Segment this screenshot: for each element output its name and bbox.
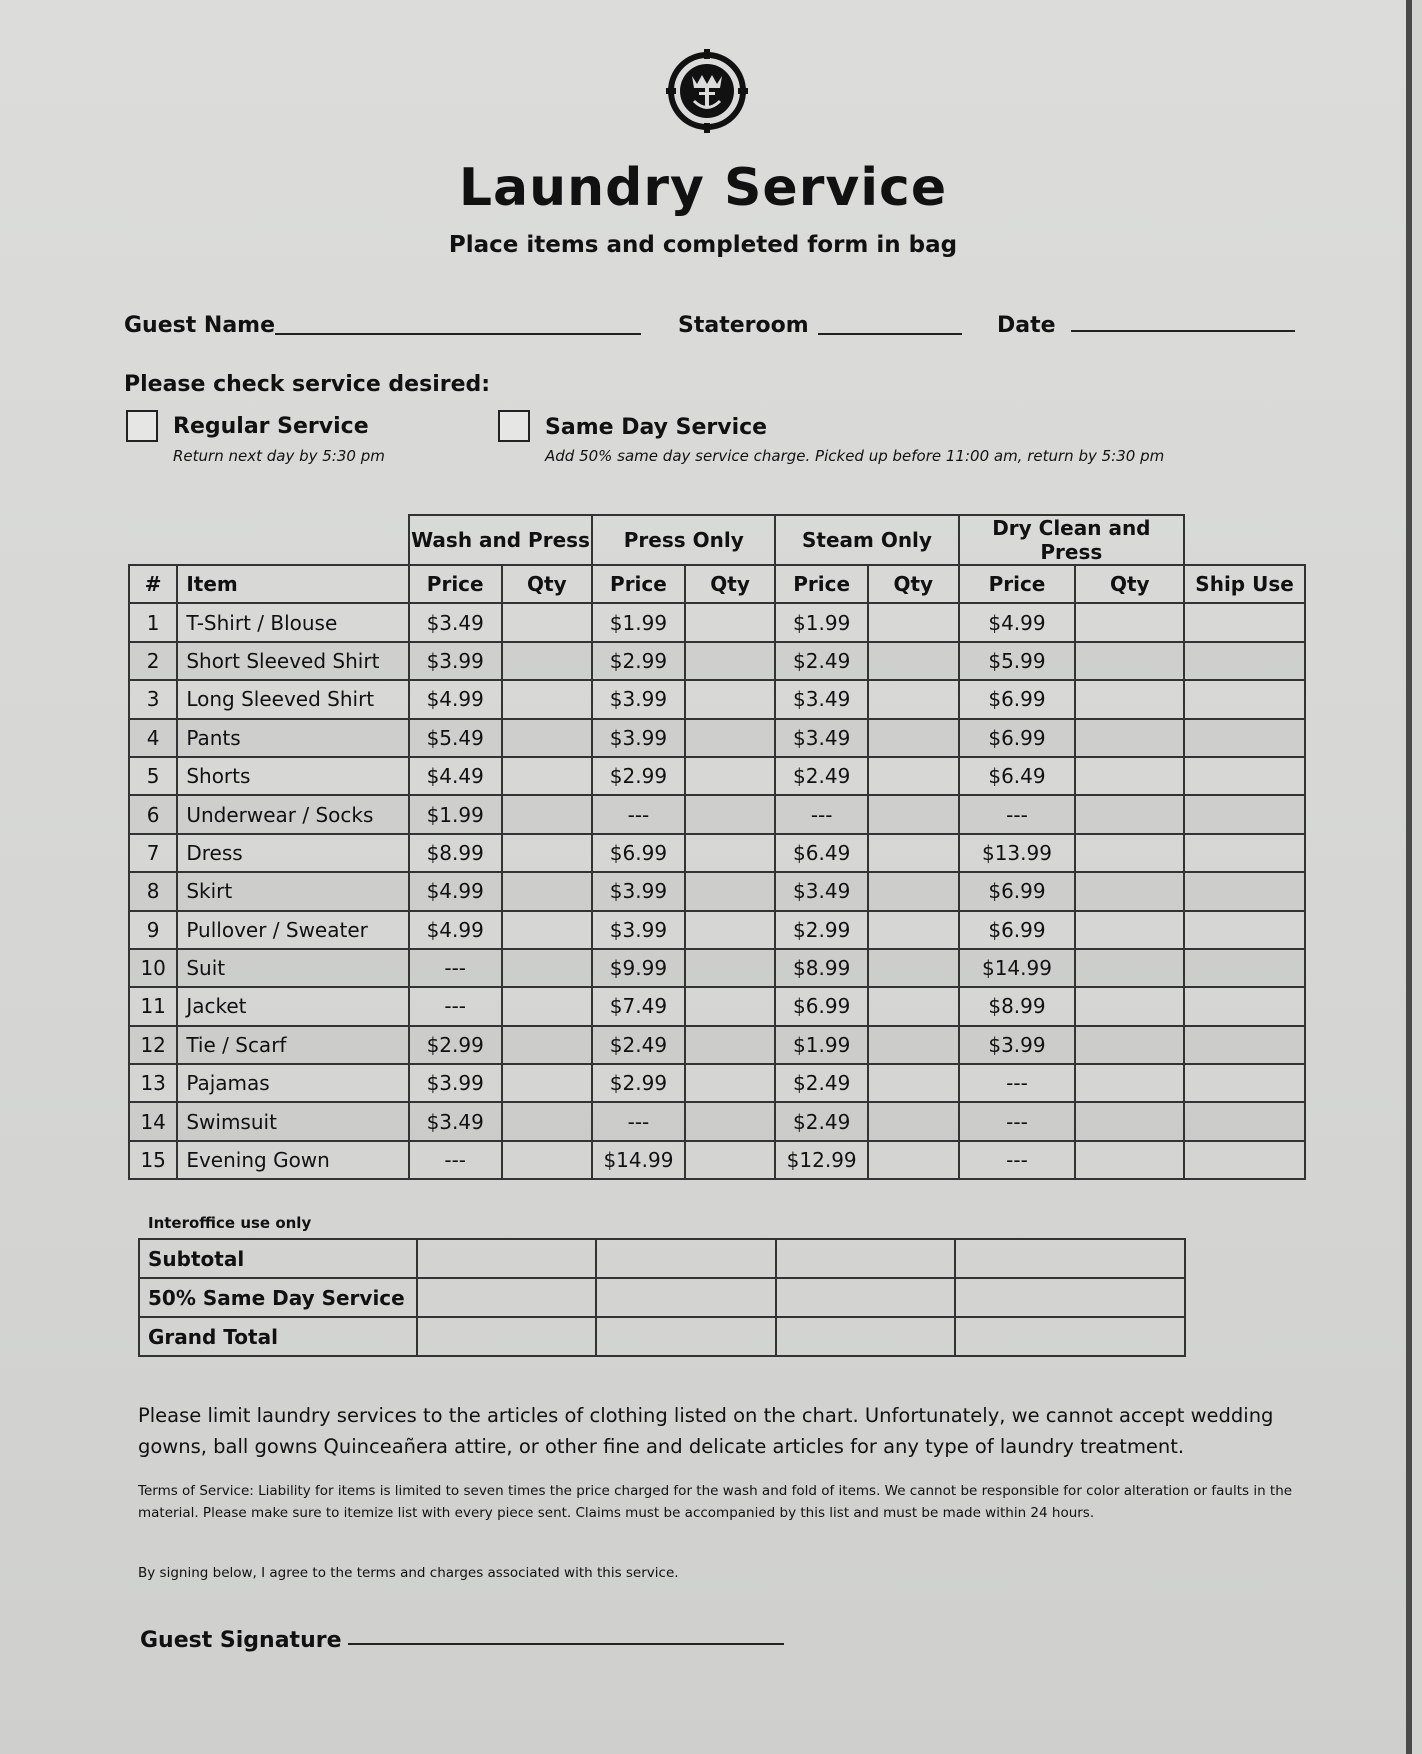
wash-press-qty[interactable] (502, 642, 593, 680)
steam-only-qty[interactable] (868, 1102, 959, 1140)
row-item: Long Sleeved Shirt (177, 680, 409, 718)
steam-only-qty[interactable] (868, 1064, 959, 1102)
ship-use-cell[interactable] (1184, 987, 1305, 1025)
same-day-service-checkbox[interactable] (498, 410, 530, 442)
grand-total-cell[interactable] (776, 1317, 956, 1356)
steam-only-price: $3.49 (775, 680, 868, 718)
regular-service-label: Regular Service (173, 414, 369, 439)
date-field[interactable] (1071, 330, 1295, 332)
dry-clean-qty[interactable] (1075, 1064, 1184, 1102)
dry-clean-qty[interactable] (1075, 872, 1184, 910)
row-number: 4 (129, 719, 177, 757)
press-only-price: $7.49 (592, 987, 685, 1025)
table-row (129, 757, 1305, 795)
row-item: Underwear / Socks (177, 795, 409, 833)
dry-clean-qty[interactable] (1075, 757, 1184, 795)
same-day-charge-cell[interactable] (955, 1278, 1185, 1317)
dry-clean-price: $8.99 (959, 987, 1076, 1025)
steam-only-price: $3.49 (775, 719, 868, 757)
stateroom-label: Stateroom (678, 313, 809, 338)
press-only-price: --- (592, 1102, 685, 1140)
press-only-qty[interactable] (685, 642, 776, 680)
table-row (129, 1102, 1305, 1140)
steam-only-price: $6.99 (775, 987, 868, 1025)
press-only-price: $3.99 (592, 872, 685, 910)
dry-clean-price: --- (959, 795, 1076, 833)
steam-only-qty[interactable] (868, 1026, 959, 1064)
col-steam-qty: Qty (868, 565, 959, 603)
same-day-charge-row (139, 1278, 1185, 1317)
dry-clean-price: $4.99 (959, 603, 1076, 641)
steam-only-qty[interactable] (868, 642, 959, 680)
wash-press-qty[interactable] (502, 680, 593, 718)
table-row (129, 911, 1305, 949)
row-item: T-Shirt / Blouse (177, 603, 409, 641)
steam-only-price: $2.49 (775, 757, 868, 795)
row-item: Evening Gown (177, 1141, 409, 1179)
regular-service-checkbox[interactable] (126, 410, 158, 442)
ship-use-cell[interactable] (1184, 949, 1305, 987)
dry-clean-qty[interactable] (1075, 795, 1184, 833)
agreement-text: By signing below, I agree to the terms and charges associated with this service. (138, 1565, 679, 1581)
press-only-price: $3.99 (592, 911, 685, 949)
ship-use-cell[interactable] (1184, 680, 1305, 718)
dry-clean-price: $6.49 (959, 757, 1076, 795)
wash-press-price: $3.49 (409, 1102, 502, 1140)
wash-press-price: $1.99 (409, 795, 502, 833)
wash-press-qty[interactable] (502, 872, 593, 910)
ship-use-cell[interactable] (1184, 1064, 1305, 1102)
steam-only-qty[interactable] (868, 987, 959, 1025)
ship-use-cell[interactable] (1184, 834, 1305, 872)
dry-clean-qty[interactable] (1075, 1141, 1184, 1179)
table-row (129, 987, 1305, 1025)
row-item: Pants (177, 719, 409, 757)
dry-clean-qty[interactable] (1075, 1102, 1184, 1140)
col-ship-use: Ship Use (1184, 565, 1305, 603)
ship-use-cell[interactable] (1184, 757, 1305, 795)
wash-press-price: $3.99 (409, 642, 502, 680)
steam-only-price: $2.99 (775, 911, 868, 949)
dry-clean-price: $13.99 (959, 834, 1076, 872)
col-wash-qty: Qty (502, 565, 593, 603)
wash-press-price: $5.49 (409, 719, 502, 757)
row-number: 13 (129, 1064, 177, 1102)
notice-paragraph: Please limit laundry services to the articles of clothing listed on the chart. Unfortunately, we cannot accept wedding gowns, ball gowns Quinceañera attire, or other fine and delicate articles for any type of laundry treatment. (138, 1404, 1274, 1458)
same-day-service-label: Same Day Service (545, 415, 768, 440)
stateroom-field[interactable] (818, 333, 962, 335)
dry-clean-price: $6.99 (959, 872, 1076, 910)
grand-total-label: Grand Total (139, 1317, 417, 1356)
group-wash-press: Wash and Press (409, 515, 592, 565)
press-only-qty[interactable] (685, 911, 776, 949)
steam-only-qty[interactable] (868, 872, 959, 910)
service-prompt: Please check service desired: (124, 372, 491, 397)
page-title: Laundry Service (458, 158, 948, 218)
press-only-qty[interactable] (685, 872, 776, 910)
group-press-only: Press Only (592, 515, 775, 565)
row-number: 10 (129, 949, 177, 987)
press-only-price: $3.99 (592, 680, 685, 718)
steam-only-price: $3.49 (775, 872, 868, 910)
dry-clean-qty[interactable] (1075, 1026, 1184, 1064)
press-only-qty[interactable] (685, 603, 776, 641)
press-only-price: $2.49 (592, 1026, 685, 1064)
steam-only-price: $2.49 (775, 642, 868, 680)
same-day-charge-cell[interactable] (417, 1278, 597, 1317)
row-number: 5 (129, 757, 177, 795)
ship-use-cell[interactable] (1184, 719, 1305, 757)
row-item: Dress (177, 834, 409, 872)
col-dry-qty: Qty (1075, 565, 1184, 603)
press-only-qty[interactable] (685, 719, 776, 757)
row-item: Pajamas (177, 1064, 409, 1102)
row-item: Tie / Scarf (177, 1026, 409, 1064)
press-only-qty[interactable] (685, 1102, 776, 1140)
row-item: Skirt (177, 872, 409, 910)
wash-press-price: $8.99 (409, 834, 502, 872)
col-item: Item (177, 565, 409, 603)
press-only-qty[interactable] (685, 1064, 776, 1102)
dry-clean-price: $3.99 (959, 1026, 1076, 1064)
wash-press-qty[interactable] (502, 603, 593, 641)
table-row (129, 719, 1305, 757)
steam-only-qty[interactable] (868, 949, 959, 987)
col-num: # (129, 565, 177, 603)
press-only-qty[interactable] (685, 834, 776, 872)
press-only-qty[interactable] (685, 1026, 776, 1064)
dry-clean-qty[interactable] (1075, 834, 1184, 872)
row-number: 14 (129, 1102, 177, 1140)
steam-only-qty[interactable] (868, 757, 959, 795)
col-steam-price: Price (775, 565, 868, 603)
wash-press-qty[interactable] (502, 1102, 593, 1140)
ship-use-cell[interactable] (1184, 1141, 1305, 1179)
row-number: 7 (129, 834, 177, 872)
wash-press-price: $4.49 (409, 757, 502, 795)
steam-only-qty[interactable] (868, 1141, 959, 1179)
wash-press-price: --- (409, 949, 502, 987)
row-number: 1 (129, 603, 177, 641)
row-item: Suit (177, 949, 409, 987)
dry-clean-price: --- (959, 1102, 1076, 1140)
steam-only-price: $1.99 (775, 603, 868, 641)
row-item: Shorts (177, 757, 409, 795)
dry-clean-qty[interactable] (1075, 603, 1184, 641)
table-row (129, 642, 1305, 680)
ship-use-cell[interactable] (1184, 1026, 1305, 1064)
wash-press-qty[interactable] (502, 757, 593, 795)
steam-only-price: --- (775, 795, 868, 833)
ship-use-cell[interactable] (1184, 911, 1305, 949)
ship-use-cell[interactable] (1184, 603, 1305, 641)
grand-total-row (139, 1317, 1185, 1356)
wash-press-qty[interactable] (502, 795, 593, 833)
signature-field[interactable] (348, 1643, 784, 1645)
col-press-qty: Qty (685, 565, 776, 603)
press-only-price: $1.99 (592, 603, 685, 641)
subtotal-row (139, 1239, 1185, 1278)
press-only-price: --- (592, 795, 685, 833)
press-only-qty[interactable] (685, 949, 776, 987)
crown-anchor-icon (664, 46, 750, 136)
press-only-price: $2.99 (592, 757, 685, 795)
date-label: Date (997, 313, 1056, 338)
press-only-qty[interactable] (685, 987, 776, 1025)
wash-press-price: --- (409, 1141, 502, 1179)
page-subtitle: Place items and completed form in bag (448, 232, 958, 258)
signature-label: Guest Signature (140, 1628, 342, 1653)
price-table (128, 514, 1306, 1180)
table-row (129, 872, 1305, 910)
subtotal-cell[interactable] (955, 1239, 1185, 1278)
row-number: 6 (129, 795, 177, 833)
dry-clean-price: $6.99 (959, 680, 1076, 718)
table-row (129, 1141, 1305, 1179)
guest-name-label: Guest Name (124, 313, 276, 338)
dry-clean-price: --- (959, 1141, 1076, 1179)
grand-total-cell[interactable] (955, 1317, 1185, 1356)
group-dry-clean-press: Dry Clean and Press (959, 515, 1185, 565)
row-number: 11 (129, 987, 177, 1025)
wash-press-qty[interactable] (502, 1141, 593, 1179)
terms-of-service: Terms of Service: Liability for items is limited to seven times the price charged for the wash and fold of items. We cannot be responsible for color alteration or faults in the material. Please make sure to itemize list with every piece sent. Claims must be accompanied by this list and must be made within 24 hours. (138, 1483, 1293, 1521)
table-row (129, 1026, 1305, 1064)
wash-press-qty[interactable] (502, 949, 593, 987)
row-item: Short Sleeved Shirt (177, 642, 409, 680)
grand-total-cell[interactable] (596, 1317, 776, 1356)
row-number: 12 (129, 1026, 177, 1064)
wash-press-price: $3.49 (409, 603, 502, 641)
subtotal-label: Subtotal (139, 1239, 417, 1278)
ship-use-cell[interactable] (1184, 872, 1305, 910)
wash-press-price: $4.99 (409, 911, 502, 949)
wash-press-price: $2.99 (409, 1026, 502, 1064)
press-only-price: $9.99 (592, 949, 685, 987)
steam-only-qty[interactable] (868, 603, 959, 641)
dry-clean-qty[interactable] (1075, 719, 1184, 757)
ship-use-cell[interactable] (1184, 1102, 1305, 1140)
steam-only-price: $2.49 (775, 1102, 868, 1140)
press-only-price: $14.99 (592, 1141, 685, 1179)
steam-only-price: $2.49 (775, 1064, 868, 1102)
empty-corner (129, 515, 409, 565)
same-day-charge-cell[interactable] (596, 1278, 776, 1317)
dry-clean-qty[interactable] (1075, 911, 1184, 949)
table-row (129, 603, 1305, 641)
dry-clean-qty[interactable] (1075, 642, 1184, 680)
press-only-qty[interactable] (685, 1141, 776, 1179)
press-only-qty[interactable] (685, 680, 776, 718)
empty-corner-right (1184, 515, 1305, 565)
ship-use-cell[interactable] (1184, 795, 1305, 833)
steam-only-qty[interactable] (868, 719, 959, 757)
row-number: 15 (129, 1141, 177, 1179)
subtotal-cell[interactable] (596, 1239, 776, 1278)
table-row (129, 949, 1305, 987)
steam-only-price: $6.49 (775, 834, 868, 872)
wash-press-price: --- (409, 987, 502, 1025)
wash-press-qty[interactable] (502, 1064, 593, 1102)
table-row (129, 680, 1305, 718)
regular-service-note: Return next day by 5:30 pm (173, 447, 385, 465)
col-press-price: Price (592, 565, 685, 603)
wash-press-qty[interactable] (502, 911, 593, 949)
col-dry-price: Price (959, 565, 1076, 603)
wash-press-qty[interactable] (502, 987, 593, 1025)
steam-only-qty[interactable] (868, 911, 959, 949)
dry-clean-price: $6.99 (959, 911, 1076, 949)
subtotal-cell[interactable] (417, 1239, 597, 1278)
row-number: 2 (129, 642, 177, 680)
same-day-service-note: Add 50% same day service charge. Picked up before 11:00 am, return by 5:30 pm (545, 447, 1165, 465)
dry-clean-qty[interactable] (1075, 987, 1184, 1025)
dry-clean-price: $5.99 (959, 642, 1076, 680)
press-only-price: $2.99 (592, 642, 685, 680)
dry-clean-price: $6.99 (959, 719, 1076, 757)
dry-clean-qty[interactable] (1075, 949, 1184, 987)
row-item: Swimsuit (177, 1102, 409, 1140)
wash-press-qty[interactable] (502, 719, 593, 757)
row-number: 9 (129, 911, 177, 949)
totals-table (138, 1238, 1186, 1357)
table-row (129, 834, 1305, 872)
press-only-price: $6.99 (592, 834, 685, 872)
wash-press-qty[interactable] (502, 834, 593, 872)
steam-only-price: $8.99 (775, 949, 868, 987)
row-item: Pullover / Sweater (177, 911, 409, 949)
press-only-qty[interactable] (685, 757, 776, 795)
row-number: 8 (129, 872, 177, 910)
table-row (129, 1064, 1305, 1102)
wash-press-price: $3.99 (409, 1064, 502, 1102)
dry-clean-price: $14.99 (959, 949, 1076, 987)
steam-only-qty[interactable] (868, 834, 959, 872)
wash-press-price: $4.99 (409, 872, 502, 910)
row-item: Jacket (177, 987, 409, 1025)
row-number: 3 (129, 680, 177, 718)
col-wash-price: Price (409, 565, 502, 603)
table-row (129, 795, 1305, 833)
same-day-charge-label: 50% Same Day Service (139, 1278, 417, 1317)
press-only-qty[interactable] (685, 795, 776, 833)
wash-press-price: $4.99 (409, 680, 502, 718)
ship-use-cell[interactable] (1184, 642, 1305, 680)
steam-only-price: $1.99 (775, 1026, 868, 1064)
press-only-price: $3.99 (592, 719, 685, 757)
steam-only-qty[interactable] (868, 795, 959, 833)
grand-total-cell[interactable] (417, 1317, 597, 1356)
steam-only-qty[interactable] (868, 680, 959, 718)
group-steam-only: Steam Only (775, 515, 958, 565)
same-day-charge-cell[interactable] (776, 1278, 956, 1317)
steam-only-price: $12.99 (775, 1141, 868, 1179)
wash-press-qty[interactable] (502, 1026, 593, 1064)
press-only-price: $2.99 (592, 1064, 685, 1102)
dry-clean-qty[interactable] (1075, 680, 1184, 718)
guest-name-field[interactable] (275, 333, 641, 335)
subtotal-cell[interactable] (776, 1239, 956, 1278)
dry-clean-price: --- (959, 1064, 1076, 1102)
interoffice-label: Interoffice use only (148, 1214, 312, 1232)
